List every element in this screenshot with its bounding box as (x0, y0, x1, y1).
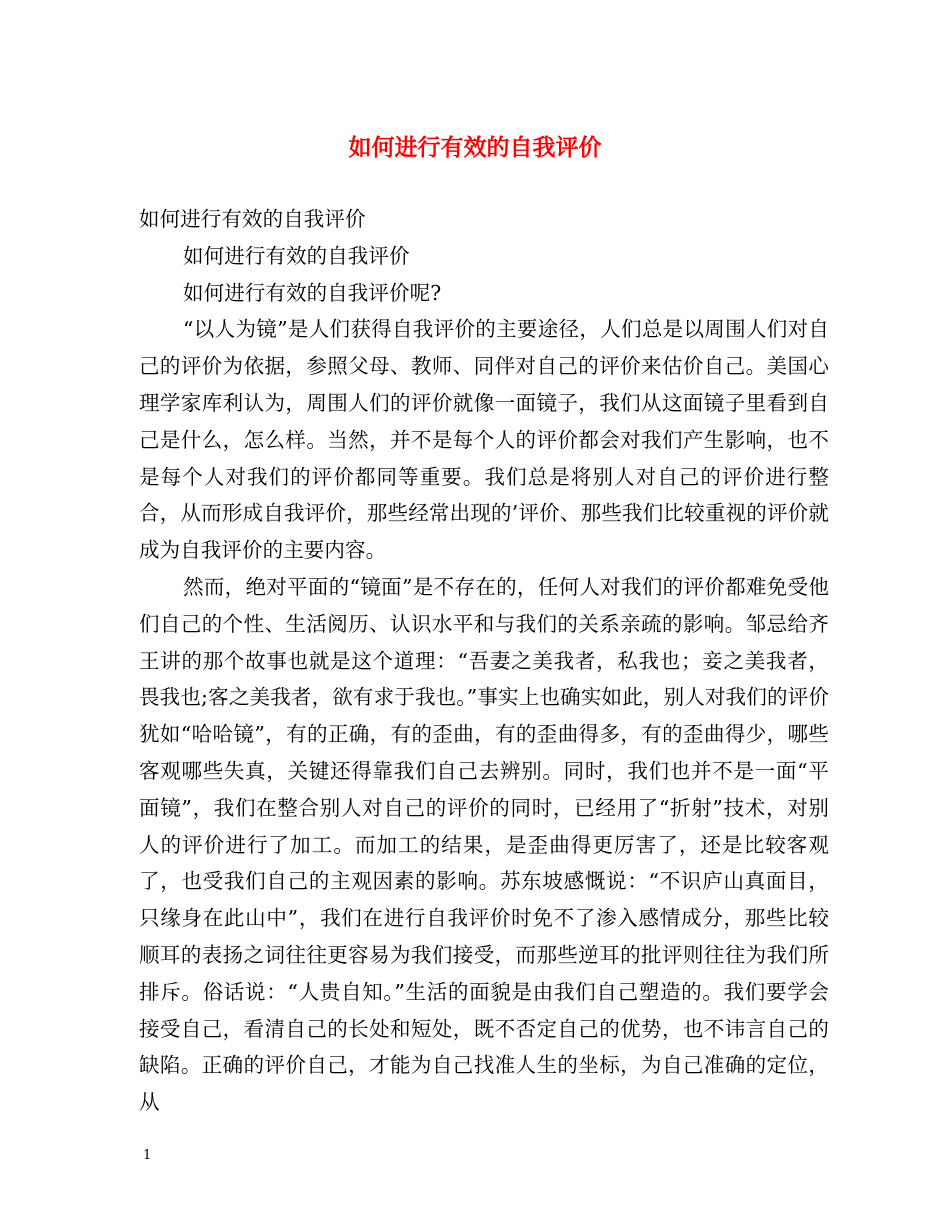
page-number: 1 (143, 1148, 152, 1163)
paragraph-subheading: 如何进行有效的自我评价 (183, 243, 410, 268)
paragraph-question: 如何进行有效的自我评价呢? (183, 280, 442, 305)
paragraph-distortion: 然而，绝对平面的“镜面”是不存在的，任何人对我们的评价都难免受他们自己的个性、生活阅历、认识水平和与我们的关系亲疏的影响。邹忌给齐王讲的那个故事也就是这个道理：“吾妻之美我者，私我也；妾之美我者，畏我也;客之美我者，欲有求于我也。”事实上也确实如此，别人对我们的评价犹如“哈哈镜”，有的正确，有的歪曲，有的歪曲得多，有的歪曲得少，哪些客观哪些失真，关键还得靠我们自己去辨别。同时，我们也并不是一面“平面镜”，我们在整合别人对自己的评价的同时，已经用了“折射”技术，对别人的评价进行了加工。而加工的结果，是歪曲得更厉害了，还是比较客观了，也受我们自己的主观因素的影响。苏东坡感慨说：“不识庐山真面目，只缘身在此山中”，我们在进行自我评价时免不了渗入感情成分，那些比较顺耳的表扬之词往往更容易为我们接受，而那些逆耳的批评则往往为我们所排斥。俗话说：“人贵自知。”生活的面貌是由我们自己塑造的。我们要学会接受自己，看清自己的长处和短处，既不否定自己的优势，也不讳言自己的缺陷。正确的评价自己，才能为自己找准人生的坐标，为自己准确的定位，从 (139, 574, 829, 1115)
paragraph-heading: 如何进行有效的自我评价 (139, 207, 366, 231)
document-body (139, 201, 829, 1121)
document-title: 如何进行有效的自我评价 (348, 134, 602, 161)
paragraph-mirror: “以人为镜”是人们获得自我评价的主要途径，人们总是以周围人们对自己的评价为依据，参照父母、教师、同伴对自己的评价来估价自己。美国心理学家库利认为，周围人们的评价就像一面镜子，我们从这面镜子里看到自己是什么，怎么样。当然，并不是每个人的评价都会对我们产生影响，也不是每个人对我们的评价都同等重要。我们总是将别人对自己的评价进行整合，从而形成自我评价，那些经常出现的’评价、那些我们比较重视的评价就成为自我评价的主要内容。 (139, 317, 829, 563)
